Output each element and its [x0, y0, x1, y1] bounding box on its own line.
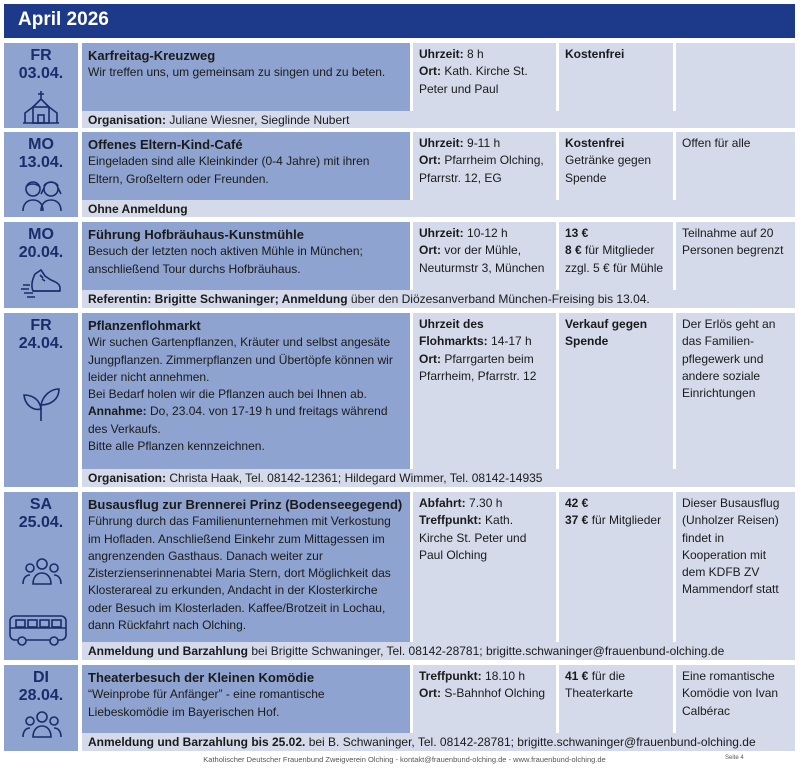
cost-price: 41 € [565, 669, 589, 683]
event-title: Theaterbesuch der Kleinen Komödie [88, 670, 315, 685]
weekday: SA [29, 496, 53, 513]
time-label: Abfahrt: [419, 496, 466, 510]
event-text: Besuch der letzten noch aktiven Mühle in München; anschließend Tour durchs Hofbräuhaus. [88, 244, 363, 276]
bus-icon [8, 612, 70, 648]
event-row [4, 132, 795, 217]
event-text: Eingeladen sind alle Kleinkinder (0-4 Jahre) mit ihren Eltern, Großeltern oder Freunden. [88, 154, 370, 186]
note-text: Der Erlös geht an das Familien-pflegewerk und andere soziale Einrichtungen [682, 317, 776, 401]
footer-label: Anmeldung und Barzahlung [88, 644, 248, 658]
event-text: Bitte alle Pflanzen kennzeichnen. [88, 439, 265, 454]
time-value: 8 h [467, 47, 484, 61]
event-text: Bei Bedarf holen wir die Pflanzen auch bei Ihnen ab. [88, 387, 367, 402]
event-footer [82, 111, 795, 128]
event-text: Führung durch das Familienunternehmen mit Verkostung im Hofladen. Anschließend Einkehr zum Mittagessen im angrenzenden Gasthaus. Danach weiter zur Zisterzienserinnenabtei Maria Stern, dort Möglichkeit das Klosterareal zu erkunden, Andacht in der Klosterkirche oder Besuch im Klosterladen. Kaffee/Brotzeit in Lochau, dann Rückfahrt nach Olching. [88, 514, 391, 633]
event-text: Wir treffen uns, um gemeinsam zu singen und zu beten. [88, 65, 386, 80]
time-value: 10-12 h [467, 226, 508, 240]
place-value: Kath. Kirche St. Peter und Paul [419, 64, 528, 96]
note [676, 222, 795, 290]
page-footer: Katholischer Deutscher Frauenbund Zweigverein Olching - kontakt@frauenbund-olching.de - www.frauenbund-olching.de [203, 755, 606, 764]
event-date: 28.04. [18, 687, 64, 704]
time-value: 7.30 h [469, 496, 503, 510]
weekday: DI [33, 669, 49, 686]
event-footer [82, 200, 795, 217]
cost [559, 665, 673, 733]
event-row [4, 313, 795, 487]
time-place [413, 43, 556, 111]
cost-price: 13 € [565, 226, 589, 240]
event-footer [82, 469, 795, 487]
event-row [4, 222, 795, 308]
place-label: Treffpunkt: [419, 513, 482, 528]
weekday: MO [28, 136, 54, 153]
event-date: 25.04. [18, 514, 64, 531]
footer-text: über den Diözesanverband München-Freising bis 13.04. [350, 292, 650, 306]
running-shoe-icon [21, 266, 63, 300]
footer-label: Referentin: Brigitte Schwaninger; Anmeldung [88, 292, 348, 306]
time-place [413, 313, 556, 469]
time-value: 18.10 h [485, 669, 526, 683]
place-label: Ort: [419, 351, 441, 366]
time-place [413, 222, 556, 290]
event-text: Wir suchen Gartenpflanzen, Kräuter und selbst angesäte Jungpflanzen. Zimmerpflanzen und Übertöpfe können wir leider nicht annehmen. [88, 335, 393, 384]
footer-text: bei B. Schwaninger, Tel. 08142-28781; brigitte.schwaninger@frauenbund-olching.de [308, 735, 756, 749]
event-description [82, 492, 410, 642]
cost [559, 222, 673, 290]
footer-label: Anmeldung und Barzahlung bis 25.02. [88, 735, 306, 749]
note [676, 43, 795, 111]
event-footer [82, 733, 795, 751]
time-label: Treffpunkt: [419, 669, 482, 683]
cost [559, 132, 673, 200]
cost-member-price: 8 € [565, 243, 582, 258]
date-column [4, 132, 78, 217]
cost-label: Verkauf gegen Spende [565, 317, 648, 349]
place-value: Pfarrheim Olching, Pfarrstr. 12, EG [419, 153, 544, 185]
cost-label: Kostenfrei [565, 47, 625, 61]
date-column [4, 43, 78, 128]
place-value: S-Bahnhof Olching [444, 686, 546, 701]
footer-text: Christa Haak, Tel. 08142-12361; Hildegard Wimmer, Tel. 08142-14935 [169, 471, 543, 485]
date-column [4, 492, 78, 660]
date-column [4, 313, 78, 487]
place-label: Ort: [419, 243, 441, 258]
event-row [4, 665, 795, 751]
time-place [413, 132, 556, 200]
cost-text: für die Theaterkarte [565, 669, 634, 701]
month-header [4, 4, 795, 38]
cost-text: für Mitglieder zzgl. 5 € für Mühle [565, 243, 664, 275]
event-title: Offenes Eltern-Kind-Café [88, 137, 243, 152]
acceptance-text: Do, 23.04. von 17-19 h und freitags während des Verkaufs. [88, 404, 388, 436]
cost [559, 313, 673, 469]
group-icon [21, 556, 63, 586]
event-row [4, 492, 795, 660]
date-column [4, 665, 78, 751]
event-description [82, 43, 410, 111]
event-date: 03.04. [18, 65, 64, 82]
time-label: Uhrzeit des Flohmarkts: [419, 317, 488, 349]
event-date: 13.04. [18, 154, 64, 171]
time-value: 14-17 h [491, 334, 532, 349]
church-icon [21, 89, 61, 125]
event-title: Pflanzenflohmarkt [88, 318, 201, 333]
page-number: Seite 4 [725, 755, 744, 761]
cost [559, 492, 673, 642]
note-text: Eine romantische Komödie von Ivan Calbérac [682, 669, 779, 718]
note-text: Dieser Busausflug (Unholzer Reisen) findet in Kooperation mit dem KDFB ZV Mammendorf statt [682, 496, 780, 597]
event-description [82, 313, 410, 469]
note [676, 492, 795, 642]
time-label: Uhrzeit: [419, 226, 464, 240]
place-label: Ort: [419, 686, 441, 701]
note-text: Offen für alle [682, 136, 751, 150]
cost-text: Getränke gegen Spende [565, 153, 652, 185]
event-description [82, 132, 410, 200]
place-label: Ort: [419, 153, 441, 168]
place-label: Ort: [419, 64, 441, 79]
event-title: Führung Hofbräuhaus-Kunstmühle [88, 227, 304, 242]
event-text: “Weinprobe für Anfänger” - eine romantische Liebeskomödie im Bayerischen Hof. [88, 687, 325, 719]
footer-label: Ohne Anmeldung [88, 202, 188, 216]
event-footer [82, 642, 795, 660]
date-column [4, 222, 78, 308]
leaf-icon [21, 385, 61, 423]
event-footer [82, 290, 795, 308]
note [676, 665, 795, 733]
footer-text: bei Brigitte Schwaninger, Tel. 08142-28781; brigitte.schwaninger@frauenbund-olching.de [251, 644, 725, 658]
weekday: FR [30, 317, 52, 334]
footer-label: Organisation: [88, 113, 167, 127]
time-value: 9-11 h [467, 136, 501, 150]
place-value: vor der Mühle, Neuturmstr 3, München [419, 243, 545, 275]
place-value: Kath. Kirche St. Peter und Paul Olching [419, 513, 527, 562]
cost-price: 42 € [565, 496, 589, 510]
children-icon [21, 178, 63, 212]
event-description [82, 665, 410, 733]
weekday: FR [30, 47, 52, 64]
weekday: MO [28, 226, 54, 243]
event-row [4, 43, 795, 128]
time-label: Uhrzeit: [419, 47, 464, 61]
place-value: Pfarrgarten beim Pfarrheim, Pfarrstr. 12 [419, 351, 537, 383]
cost-label: Kostenfrei [565, 136, 625, 150]
event-title: Karfreitag-Kreuzweg [88, 48, 216, 63]
cost-text: für Mitglieder [591, 513, 662, 528]
note [676, 313, 795, 469]
event-date: 24.04. [18, 335, 64, 352]
cost-member-price: 37 € [565, 513, 589, 528]
footer-text: Juliane Wiesner, Sieglinde Nubert [169, 113, 350, 127]
cost [559, 43, 673, 111]
month-title: April 2026 [18, 9, 109, 30]
footer-label: Organisation: [88, 471, 167, 485]
note [676, 132, 795, 200]
event-date: 20.04. [18, 244, 64, 261]
group-icon [21, 709, 63, 739]
note-text: Teilnahme auf 20 Personen begrenzt [682, 226, 784, 258]
event-description [82, 222, 410, 290]
time-label: Uhrzeit: [419, 136, 464, 150]
event-title: Busausflug zur Brennerei Prinz (Bodenseegegend) [88, 497, 403, 512]
time-place [413, 665, 556, 733]
acceptance-label: Annahme: [88, 404, 147, 419]
time-place [413, 492, 556, 642]
